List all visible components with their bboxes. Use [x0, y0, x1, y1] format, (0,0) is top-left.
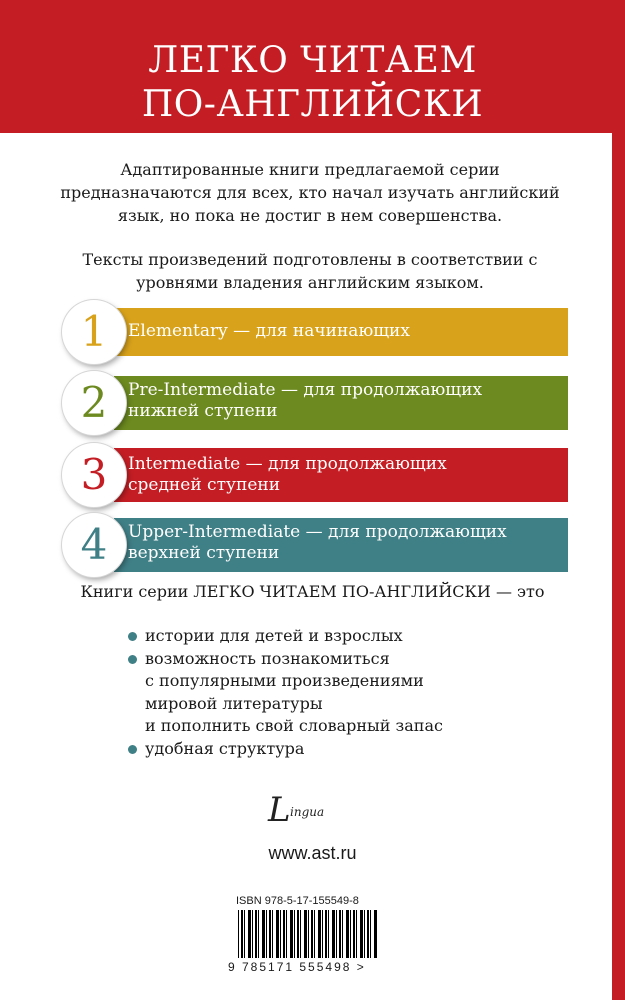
series-description: Книги серии ЛЕГКО ЧИТАЕМ ПО-АНГЛИЙСКИ — это	[80, 582, 545, 601]
bullet-dot-icon	[128, 745, 137, 754]
list-item	[125, 738, 443, 761]
level-3-label-line1: Intermediate — для продолжающих	[128, 454, 447, 474]
list-item-text: мировой литературы	[145, 693, 323, 713]
spine-edge-bar	[612, 133, 625, 1000]
isbn-text: ISBN 978-5-17-155549-8	[236, 895, 359, 907]
list-item-text: с популярными произведениями	[145, 671, 424, 690]
level-1-number: 1	[62, 300, 126, 364]
level-2-label-line2: нижней ступени	[128, 401, 278, 421]
level-4-label-line2: верхней ступени	[128, 543, 280, 563]
level-1	[62, 300, 568, 366]
series-title-line2: ПО-АНГЛИЙСКИ	[141, 84, 484, 125]
barcode-icon	[238, 910, 378, 958]
list-item-text: удобная структура	[145, 738, 305, 758]
series-title-line1: ЛЕГКО ЧИТАЕМ	[148, 40, 477, 81]
level-4-label-line1: Upper-Intermediate — для продолжающих	[128, 522, 507, 542]
title-banner	[0, 0, 625, 133]
barcode-digits: 9 785171 555498 >	[228, 960, 366, 974]
list-item	[125, 625, 443, 648]
level-3	[62, 442, 568, 508]
level-2	[62, 370, 568, 436]
level-3-label-line2: средней ступени	[128, 475, 281, 495]
logo-initial: L	[268, 790, 291, 830]
bullet-dot-icon	[128, 655, 137, 664]
level-2-label-line1: Pre-Intermediate — для продолжающих	[128, 380, 483, 400]
list-item	[125, 648, 443, 738]
list-item-text: возможность познакомиться	[145, 648, 390, 668]
logo-text: ingua	[290, 805, 325, 819]
intro-paragraph-2: Тексты произведений подготовлены в соответствии с уровнями владения английским языком.	[82, 250, 538, 292]
level-4-number: 4	[62, 513, 126, 577]
level-3-number: 3	[62, 443, 126, 507]
list-item-text: истории для детей и взрослых	[145, 626, 403, 645]
level-1-label: Elementary — для начинающих	[128, 321, 410, 341]
feature-list	[125, 625, 443, 760]
level-2-number: 2	[62, 371, 126, 435]
publisher-website: www.ast.ru	[268, 843, 357, 863]
level-4	[62, 512, 568, 578]
bullet-dot-icon	[128, 632, 137, 641]
intro-paragraph-1: Адаптированные книги предлагаемой серии предназначаются для всех, кто начал изучать английский язык, но пока не достиг в нем совершенства.	[60, 160, 560, 225]
list-item-text: и пополнить свой словарный запас	[145, 716, 443, 735]
lingua-logo	[268, 790, 348, 830]
